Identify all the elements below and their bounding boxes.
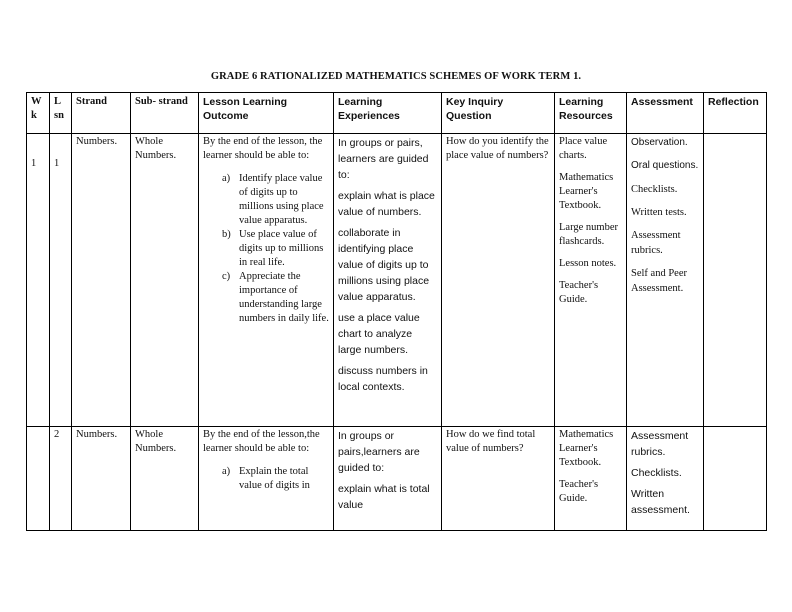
outcome-cell [199, 427, 334, 531]
outcome-marker: a) [222, 173, 231, 184]
table-header-row [27, 93, 767, 134]
document-title: GRADE 6 RATIONALIZED MATHEMATICS SCHEMES OF WORK TERM 1. [210, 71, 582, 82]
header-week: W k [27, 93, 50, 134]
assessment-item: Oral questions. [631, 160, 699, 171]
assessment-item: Checklists. [631, 467, 682, 479]
outcome-item [222, 228, 329, 270]
assessment-item: Written tests. [631, 207, 687, 218]
week-cell [27, 134, 50, 427]
outcome-item [222, 172, 329, 228]
outcome-marker: b) [222, 229, 231, 240]
outcome-item [222, 465, 329, 493]
outcome-text: Identify place value of digits up to millions using place value apparatus. [239, 173, 324, 226]
resources-cell [555, 134, 627, 427]
week-cell [27, 427, 50, 531]
assessment-item: Assessment rubrics. [631, 230, 681, 256]
assessment-item: Observation. [631, 137, 688, 148]
assessment-cell [627, 427, 704, 531]
outcome-list [203, 465, 329, 493]
inquiry-cell: How do you identify the place value of numbers? [442, 134, 555, 427]
resource-item: Large number flashcards. [559, 222, 618, 247]
header-experiences: Learning Experiences [334, 93, 442, 134]
outcome-item [222, 270, 329, 326]
assessment-item: Checklists. [631, 184, 678, 195]
experience-item: explain what is total value [338, 483, 430, 511]
resource-item: Teacher's Guide. [559, 479, 599, 504]
resources-cell [555, 427, 627, 531]
assessment-item: Self and Peer Assessment. [631, 268, 687, 294]
assessment-cell [627, 134, 704, 427]
outcome-text: Use place value of digits up to millions in real life. [239, 229, 324, 268]
header-lesson: L sn [50, 93, 72, 134]
header-sub-strand: Sub- strand [131, 93, 199, 134]
assessment-item: Assessment rubrics. [631, 430, 689, 458]
outcome-intro: By the end of the lesson,the learner should be able to: [203, 429, 320, 454]
outcome-intro: By the end of the lesson, the learner should be able to: [203, 136, 323, 161]
experiences-cell [334, 134, 442, 427]
resource-item: Lesson notes. [559, 258, 617, 269]
header-reflection: Reflection [704, 93, 767, 134]
sub-strand-cell: Whole Numbers. [131, 134, 199, 427]
resource-item: Place value charts. [559, 136, 608, 161]
experience-item: discuss numbers in local contexts. [338, 365, 428, 393]
experience-item: explain what is place value of numbers. [338, 190, 435, 218]
outcome-marker: a) [222, 466, 231, 477]
resource-item: Mathematics Learner's Textbook. [559, 172, 614, 211]
reflection-cell [704, 427, 767, 531]
header-strand: Strand [72, 93, 131, 134]
sub-strand-cell: Whole Numbers. [131, 427, 199, 531]
outcome-list [203, 172, 329, 326]
strand-cell: Numbers. [72, 427, 131, 531]
resource-item: Mathematics Learner's Textbook. [559, 429, 614, 468]
strand-cell: Numbers. [72, 134, 131, 427]
inquiry-cell: How do we find total value of numbers? [442, 427, 555, 531]
reflection-cell [704, 134, 767, 427]
experience-item: collaborate in identifying place value of digits up to millions using place value apparatus. [338, 227, 430, 303]
experience-item: use a place value chart to analyze large numbers. [338, 312, 420, 356]
header-resources: Learning Resources [555, 93, 627, 134]
schemes-of-work-table [26, 92, 767, 531]
lesson-value: 1 [54, 158, 60, 169]
week-value: 1 [31, 158, 37, 169]
lesson-cell [50, 134, 72, 427]
header-outcome: Lesson Learning Outcome [199, 93, 334, 134]
outcome-marker: c) [222, 271, 231, 282]
lesson-cell: 2 [50, 427, 72, 531]
assessment-item: Written assessment. [631, 488, 690, 516]
table-row [27, 134, 767, 427]
outcome-text: Appreciate the importance of understanding large numbers in daily life. [239, 271, 329, 324]
table-row [27, 427, 767, 531]
experience-item: In groups or pairs,learners are guided to: [338, 430, 420, 474]
outcome-text: Explain the total value of digits in [239, 466, 310, 491]
header-assessment: Assessment [627, 93, 704, 134]
outcome-cell [199, 134, 334, 427]
resource-item: Teacher's Guide. [559, 280, 599, 305]
experiences-cell [334, 427, 442, 531]
experience-item: In groups or pairs, learners are guided to: [338, 137, 429, 181]
header-inquiry: Key Inquiry Question [442, 93, 555, 134]
